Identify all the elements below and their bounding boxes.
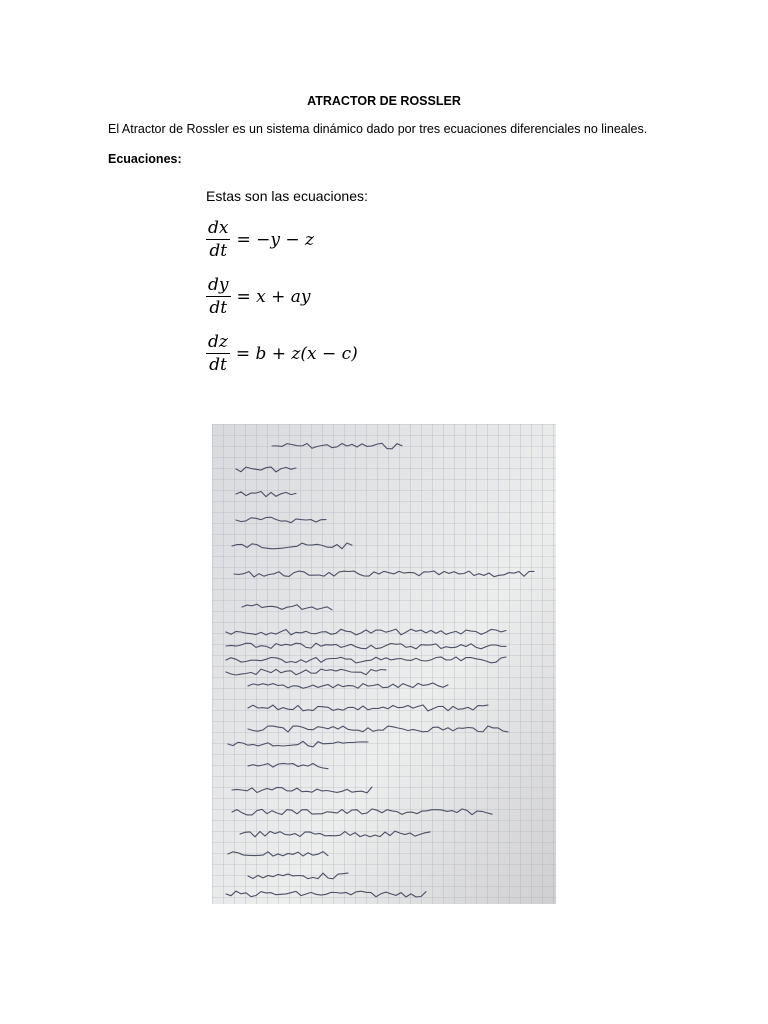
eq-denominator: dt [209, 241, 228, 261]
document-title: ATRACTOR DE ROSSLER [307, 94, 461, 108]
eq-denominator: dt [209, 355, 227, 375]
handwritten-notes-photo [212, 424, 556, 904]
equation-dy [206, 275, 406, 318]
intro-paragraph: El Atractor de Rossler es un sistema dinámico dado por tres ecuaciones diferenciales no lineales. [108, 122, 648, 136]
eq-numerator: dx [208, 218, 229, 238]
eq-rhs: = b + z(x − c) [235, 343, 358, 364]
equation-dz [206, 332, 406, 375]
equations-image [206, 188, 406, 389]
equations-label: Estas son las ecuaciones: [206, 188, 368, 204]
eq-numerator: dy [208, 275, 229, 295]
eq-rhs: = −y − z [236, 229, 314, 250]
section-heading: Ecuaciones: [108, 152, 182, 166]
eq-numerator: dz [208, 332, 228, 352]
equation-dx [206, 218, 406, 261]
eq-denominator: dt [209, 298, 228, 318]
eq-rhs: = x + ay [236, 286, 311, 307]
